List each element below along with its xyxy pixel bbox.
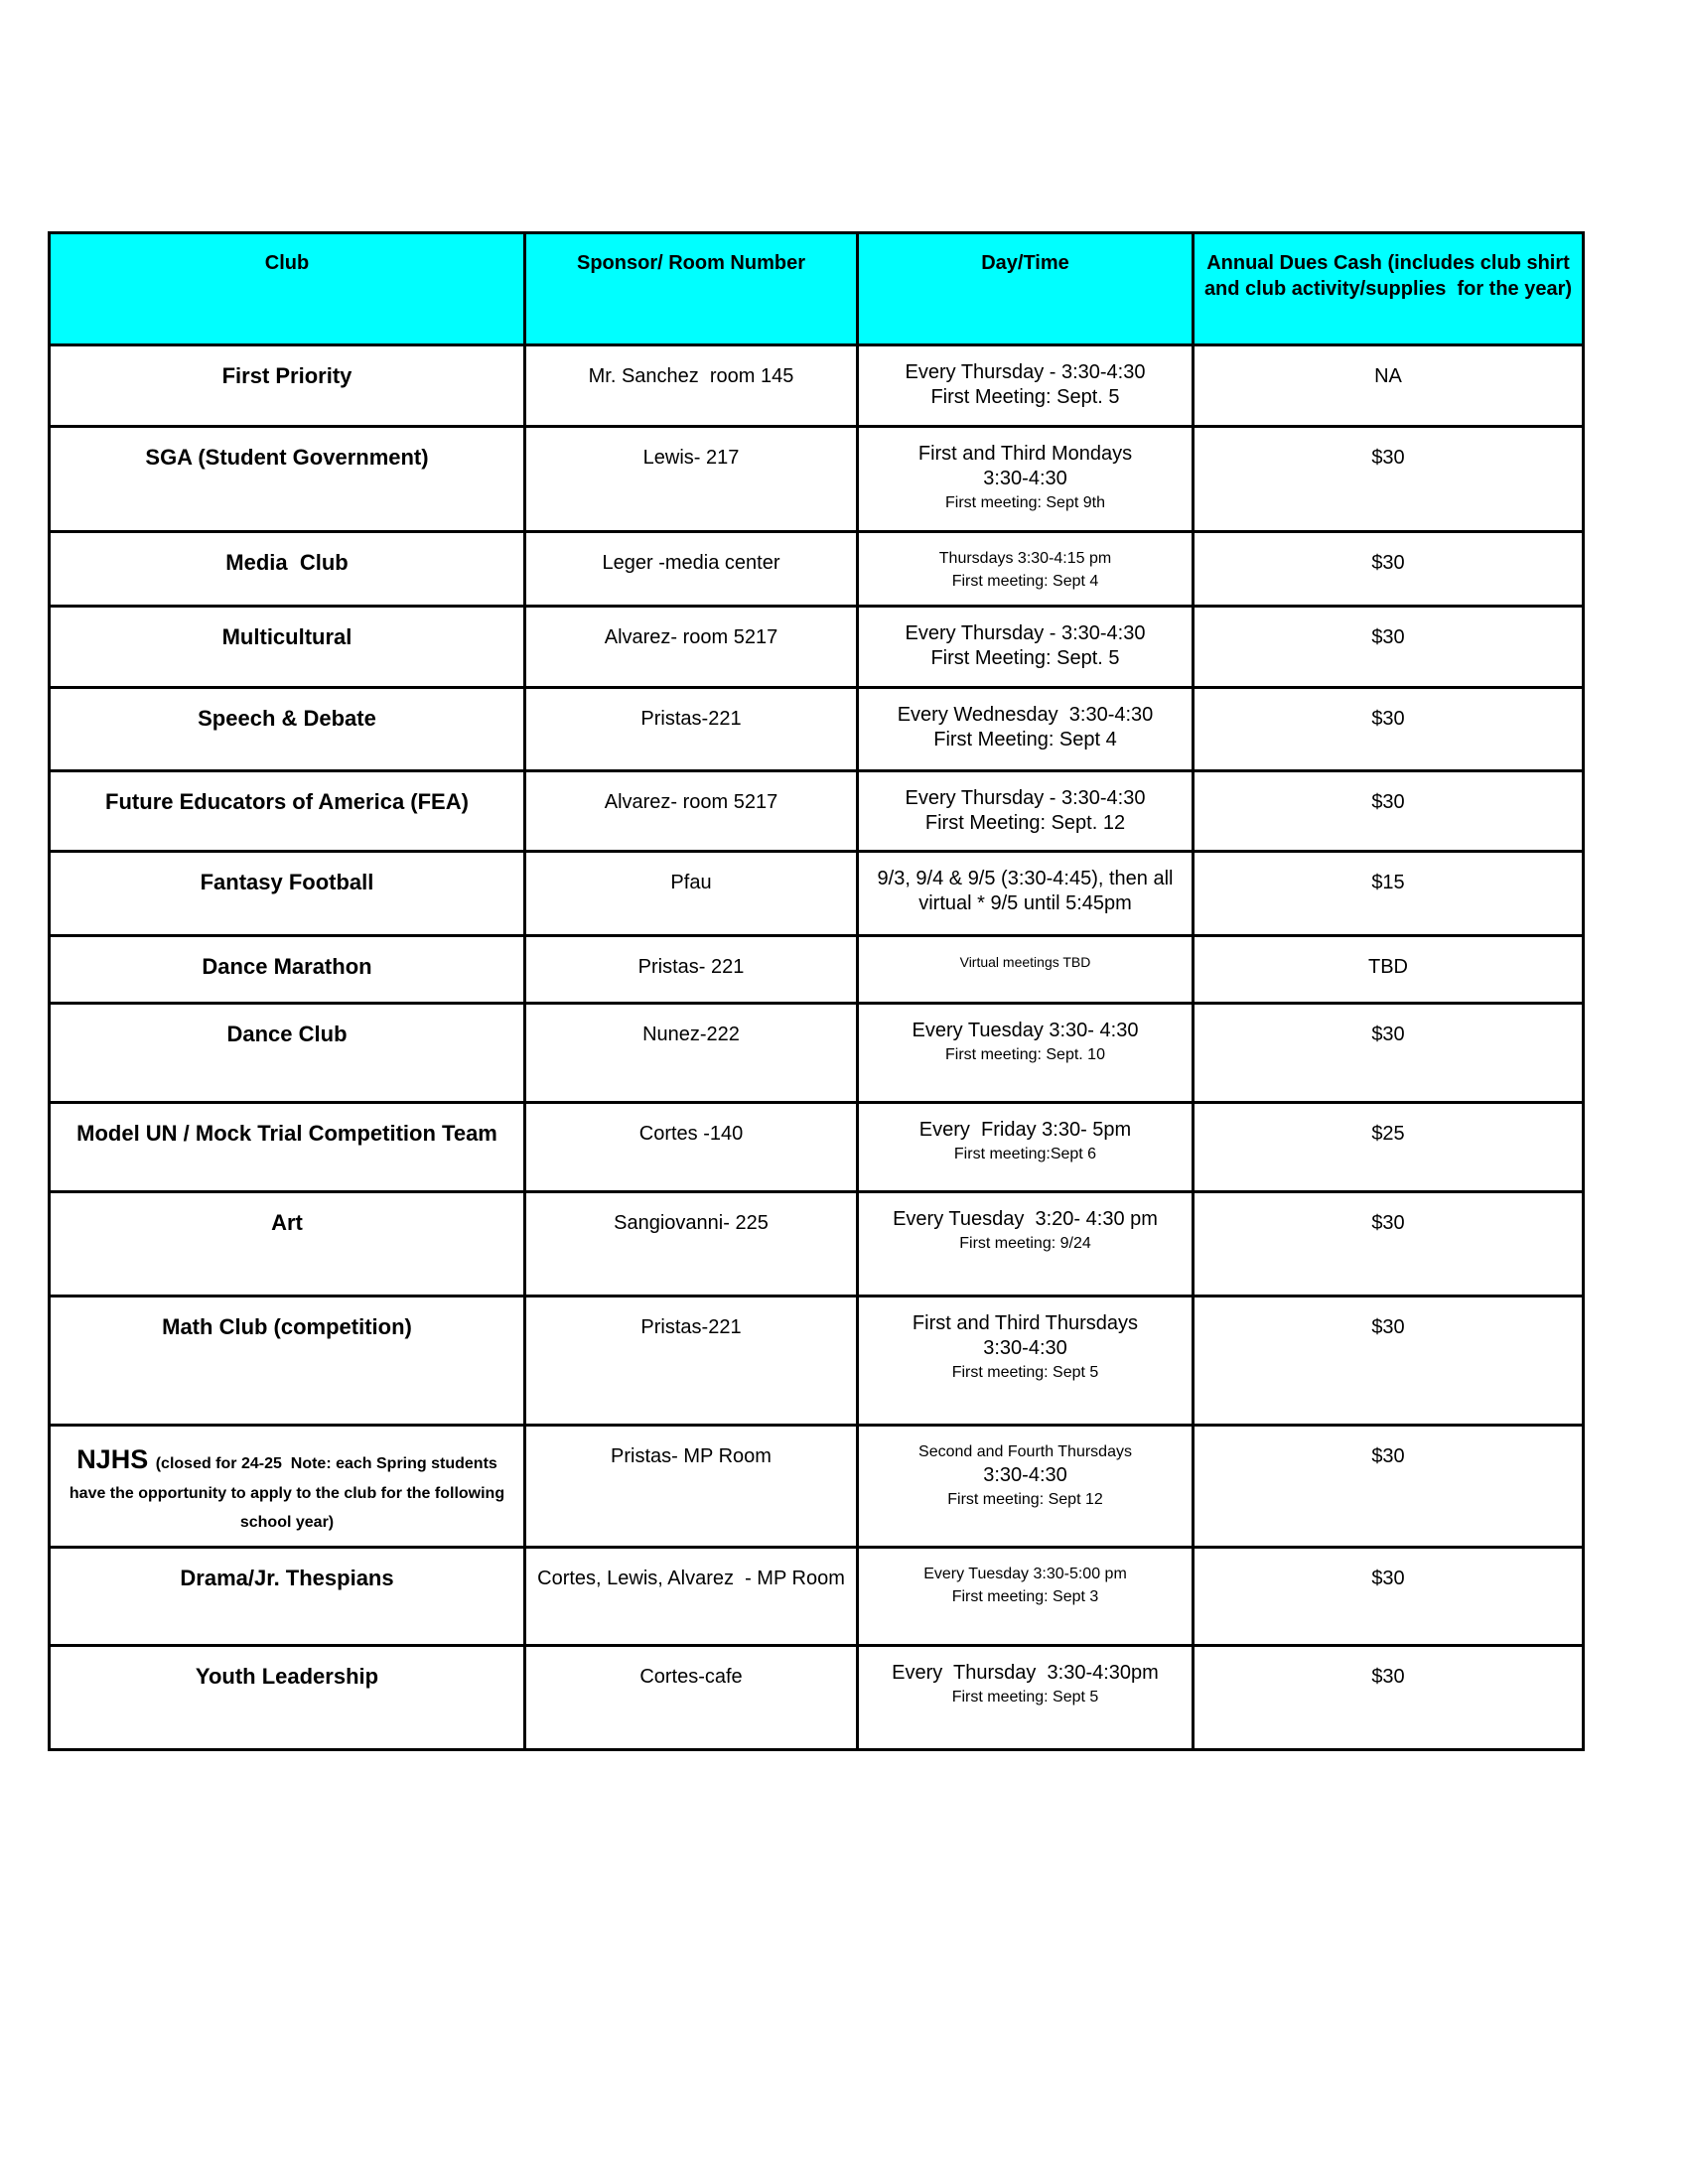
club-name: Art	[271, 1210, 303, 1235]
day-time-cell	[858, 1548, 1194, 1646]
sponsor-cell: Pfau	[525, 852, 858, 936]
day-time-line: 9/3, 9/4 & 9/5 (3:30-4:45), then all virtual * 9/5 until 5:45pm	[877, 868, 1180, 914]
day-time-line: Every Thursday 3:30-4:30pm	[892, 1662, 1159, 1684]
dues-cell: $30	[1194, 427, 1584, 532]
club-cell	[50, 1192, 525, 1297]
table-row	[50, 1548, 1584, 1646]
table-row	[50, 936, 1584, 1004]
day-time-line: First Meeting: Sept 4	[933, 729, 1117, 751]
dues-cell: $30	[1194, 1426, 1584, 1548]
day-time-cell	[858, 1103, 1194, 1192]
day-time-line: Second and Fourth Thursdays	[918, 1443, 1132, 1460]
club-name: First Priority	[221, 363, 352, 388]
sponsor-cell: Pristas- 221	[525, 936, 858, 1004]
club-cell	[50, 1004, 525, 1103]
table-row	[50, 1103, 1584, 1192]
club-name: Youth Leadership	[195, 1664, 379, 1689]
club-name: Speech & Debate	[198, 706, 376, 731]
day-time-line: First Meeting: Sept. 12	[924, 812, 1126, 834]
day-time-line: First meeting: Sept 5	[951, 1364, 1099, 1381]
club-name: NJHS	[76, 1444, 156, 1474]
table-row	[50, 1426, 1584, 1548]
day-time-line: First meeting: Sept 5	[951, 1689, 1099, 1706]
table-row	[50, 771, 1584, 852]
day-time-cell	[858, 1297, 1194, 1426]
clubs-table	[48, 231, 1585, 1751]
day-time-cell	[858, 1192, 1194, 1297]
day-time-line: 3:30-4:30	[983, 1464, 1067, 1487]
table-row	[50, 532, 1584, 607]
club-cell	[50, 1646, 525, 1750]
club-cell	[50, 1103, 525, 1192]
day-time-cell	[858, 771, 1194, 852]
sponsor-cell: Cortes, Lewis, Alvarez - MP Room	[525, 1548, 858, 1646]
day-time-line: Thursdays 3:30-4:15 pm	[938, 550, 1112, 567]
club-cell	[50, 345, 525, 427]
club-cell	[50, 607, 525, 688]
table-row	[50, 1297, 1584, 1426]
sponsor-cell: Sangiovanni- 225	[525, 1192, 858, 1297]
club-cell	[50, 1297, 525, 1426]
sponsor-cell: Pristas- MP Room	[525, 1426, 858, 1548]
day-time-line: First meeting: 9/24	[959, 1235, 1091, 1252]
sponsor-cell: Pristas-221	[525, 688, 858, 771]
day-time-cell	[858, 936, 1194, 1004]
dues-cell: $30	[1194, 771, 1584, 852]
club-cell	[50, 771, 525, 852]
day-time-cell	[858, 852, 1194, 936]
day-time-line: Every Tuesday 3:20- 4:30 pm	[893, 1208, 1158, 1230]
club-cell	[50, 427, 525, 532]
dues-cell: TBD	[1194, 936, 1584, 1004]
table-row	[50, 607, 1584, 688]
dues-cell: $30	[1194, 532, 1584, 607]
club-name: Model UN / Mock Trial Competition Team	[76, 1121, 497, 1146]
club-name: Future Educators of America (FEA)	[105, 789, 469, 814]
club-cell	[50, 936, 525, 1004]
day-time-cell	[858, 345, 1194, 427]
table-row	[50, 427, 1584, 532]
day-time-cell	[858, 1004, 1194, 1103]
sponsor-cell: Cortes-cafe	[525, 1646, 858, 1750]
dues-cell: $15	[1194, 852, 1584, 936]
table-header-row	[50, 233, 1584, 345]
day-time-cell	[858, 1426, 1194, 1548]
table-row	[50, 1192, 1584, 1297]
column-header: Club	[50, 233, 525, 345]
sponsor-cell: Leger -media center	[525, 532, 858, 607]
table-header	[50, 233, 1584, 345]
dues-cell: $30	[1194, 1297, 1584, 1426]
column-header: Sponsor/ Room Number	[525, 233, 858, 345]
sponsor-cell: Alvarez- room 5217	[525, 607, 858, 688]
club-cell	[50, 532, 525, 607]
club-name: (closed for 24-25 Note: each Spring students have the opportunity to apply to the club for the following school year)	[69, 1455, 509, 1531]
day-time-line: First Meeting: Sept. 5	[930, 386, 1120, 408]
club-name: Fantasy Football	[200, 870, 374, 894]
dues-cell: $30	[1194, 607, 1584, 688]
day-time-line: First meeting: Sept. 10	[945, 1046, 1105, 1063]
day-time-line: Every Thursday - 3:30-4:30	[905, 361, 1146, 383]
day-time-line: 3:30-4:30	[983, 468, 1067, 489]
table-body	[50, 345, 1584, 1750]
day-time-line: First meeting: Sept 9th	[945, 494, 1105, 511]
table-row	[50, 852, 1584, 936]
club-cell	[50, 1426, 525, 1548]
club-cell	[50, 688, 525, 771]
club-name: Dance Marathon	[202, 954, 372, 979]
day-time-line: Every Tuesday 3:30-5:00 pm	[923, 1566, 1127, 1582]
day-time-line: First and Third Mondays	[917, 443, 1133, 465]
day-time-line: First meeting: Sept 12	[947, 1491, 1103, 1509]
club-name: SGA (Student Government)	[145, 445, 429, 470]
dues-cell: $30	[1194, 1004, 1584, 1103]
day-time-cell	[858, 688, 1194, 771]
day-time-cell	[858, 607, 1194, 688]
day-time-cell	[858, 532, 1194, 607]
sponsor-cell: Pristas-221	[525, 1297, 858, 1426]
club-name: Media Club	[225, 550, 349, 575]
day-time-cell	[858, 1646, 1194, 1750]
column-header: Annual Dues Cash (includes club shirt and club activity/supplies for the year)	[1194, 233, 1584, 345]
day-time-line: 3:30-4:30	[983, 1337, 1067, 1359]
day-time-line: First meeting: Sept 3	[951, 1588, 1099, 1606]
dues-cell: $30	[1194, 688, 1584, 771]
club-name: Drama/Jr. Thespians	[180, 1566, 394, 1590]
day-time-line: First Meeting: Sept. 5	[930, 647, 1120, 669]
sponsor-cell: Nunez-222	[525, 1004, 858, 1103]
day-time-line: Every Tuesday 3:30- 4:30	[912, 1020, 1139, 1041]
table-row	[50, 1646, 1584, 1750]
day-time-cell	[858, 427, 1194, 532]
club-name: Multicultural	[221, 624, 352, 649]
sponsor-cell: Lewis- 217	[525, 427, 858, 532]
day-time-line: Virtual meetings TBD	[959, 954, 1091, 970]
table-row	[50, 688, 1584, 771]
club-cell	[50, 852, 525, 936]
column-header: Day/Time	[858, 233, 1194, 345]
table-row	[50, 1004, 1584, 1103]
club-cell	[50, 1548, 525, 1646]
dues-cell: $30	[1194, 1646, 1584, 1750]
table-row	[50, 345, 1584, 427]
dues-cell: $30	[1194, 1548, 1584, 1646]
day-time-line: First and Third Thursdays	[912, 1312, 1139, 1334]
sponsor-cell: Alvarez- room 5217	[525, 771, 858, 852]
dues-cell: $25	[1194, 1103, 1584, 1192]
club-name: Dance Club	[226, 1022, 348, 1046]
day-time-line: Every Friday 3:30- 5pm	[918, 1119, 1132, 1141]
day-time-line: Every Thursday - 3:30-4:30	[905, 622, 1146, 644]
day-time-line: First meeting:Sept 6	[953, 1146, 1097, 1162]
club-name: Math Club (competition)	[162, 1314, 412, 1339]
day-time-line: Every Wednesday 3:30-4:30	[897, 704, 1154, 726]
dues-cell: $30	[1194, 1192, 1584, 1297]
day-time-line: Every Thursday - 3:30-4:30	[905, 787, 1146, 809]
dues-cell: NA	[1194, 345, 1584, 427]
day-time-line: First meeting: Sept 4	[951, 573, 1099, 591]
sponsor-cell: Cortes -140	[525, 1103, 858, 1192]
sponsor-cell: Mr. Sanchez room 145	[525, 345, 858, 427]
